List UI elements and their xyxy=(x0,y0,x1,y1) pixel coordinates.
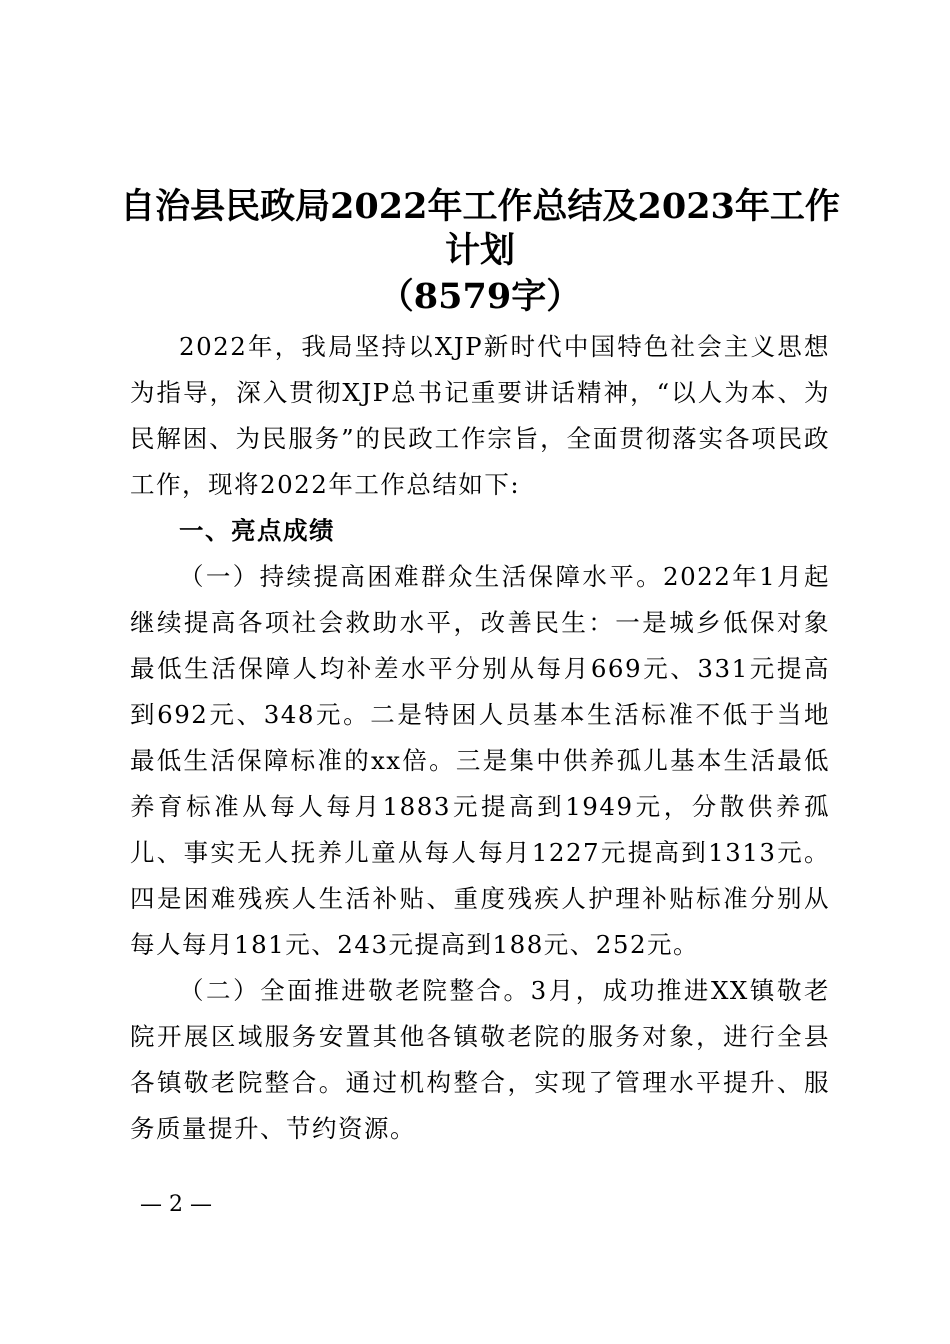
document-body xyxy=(130,324,830,1152)
paragraph-2: （二）全面推进敬老院整合。3月，成功推进XX镇敬老院开展区域服务安置其他各镇敬老院的服务对象，进行全县各镇敬老院整合。通过机构整合，实现了管理水平提升、服务质量提升、节约资源。 xyxy=(130,976,830,1143)
paragraph-1: （一）持续提高困难群众生活保障水平。2022年1月起继续提高各项社会救助水平，改善民生：一是城乡低保对象最低生活保障人均补差水平分别从每月669元、331元提高到692元、348元。二是特困人员基本生活标准不低于当地最低生活保障标准的xx倍。三是集中供养孤儿基本生活最低养育标准从每人每月1883元提高到1949元，分散供养孤儿、事实无人抚养儿童从每人每月1227元提高到1313元。四是困难残疾人生活补贴、重度残疾人护理补贴标准分别从每人每月181元、243元提高到188元、252元。 xyxy=(130,562,830,959)
page-number: — 2 — xyxy=(140,1192,212,1217)
document-subtitle: （8579字） xyxy=(378,276,582,317)
title-line-2: 计划 xyxy=(444,230,515,271)
intro-paragraph: 2022年，我局坚持以XJP新时代中国特色社会主义思想为指导，深入贯彻XJP总书记重要讲话精神，“以人为本、为民解困、为民服务”的民政工作宗旨，全面贯彻落实各项民政工作，现将2022年工作总结如下: xyxy=(130,332,830,499)
section-heading: 一、亮点成绩 xyxy=(179,516,335,545)
title-line-1: 自治县民政局2022年工作总结及2023年工作 xyxy=(120,186,840,227)
document-title xyxy=(100,185,860,273)
